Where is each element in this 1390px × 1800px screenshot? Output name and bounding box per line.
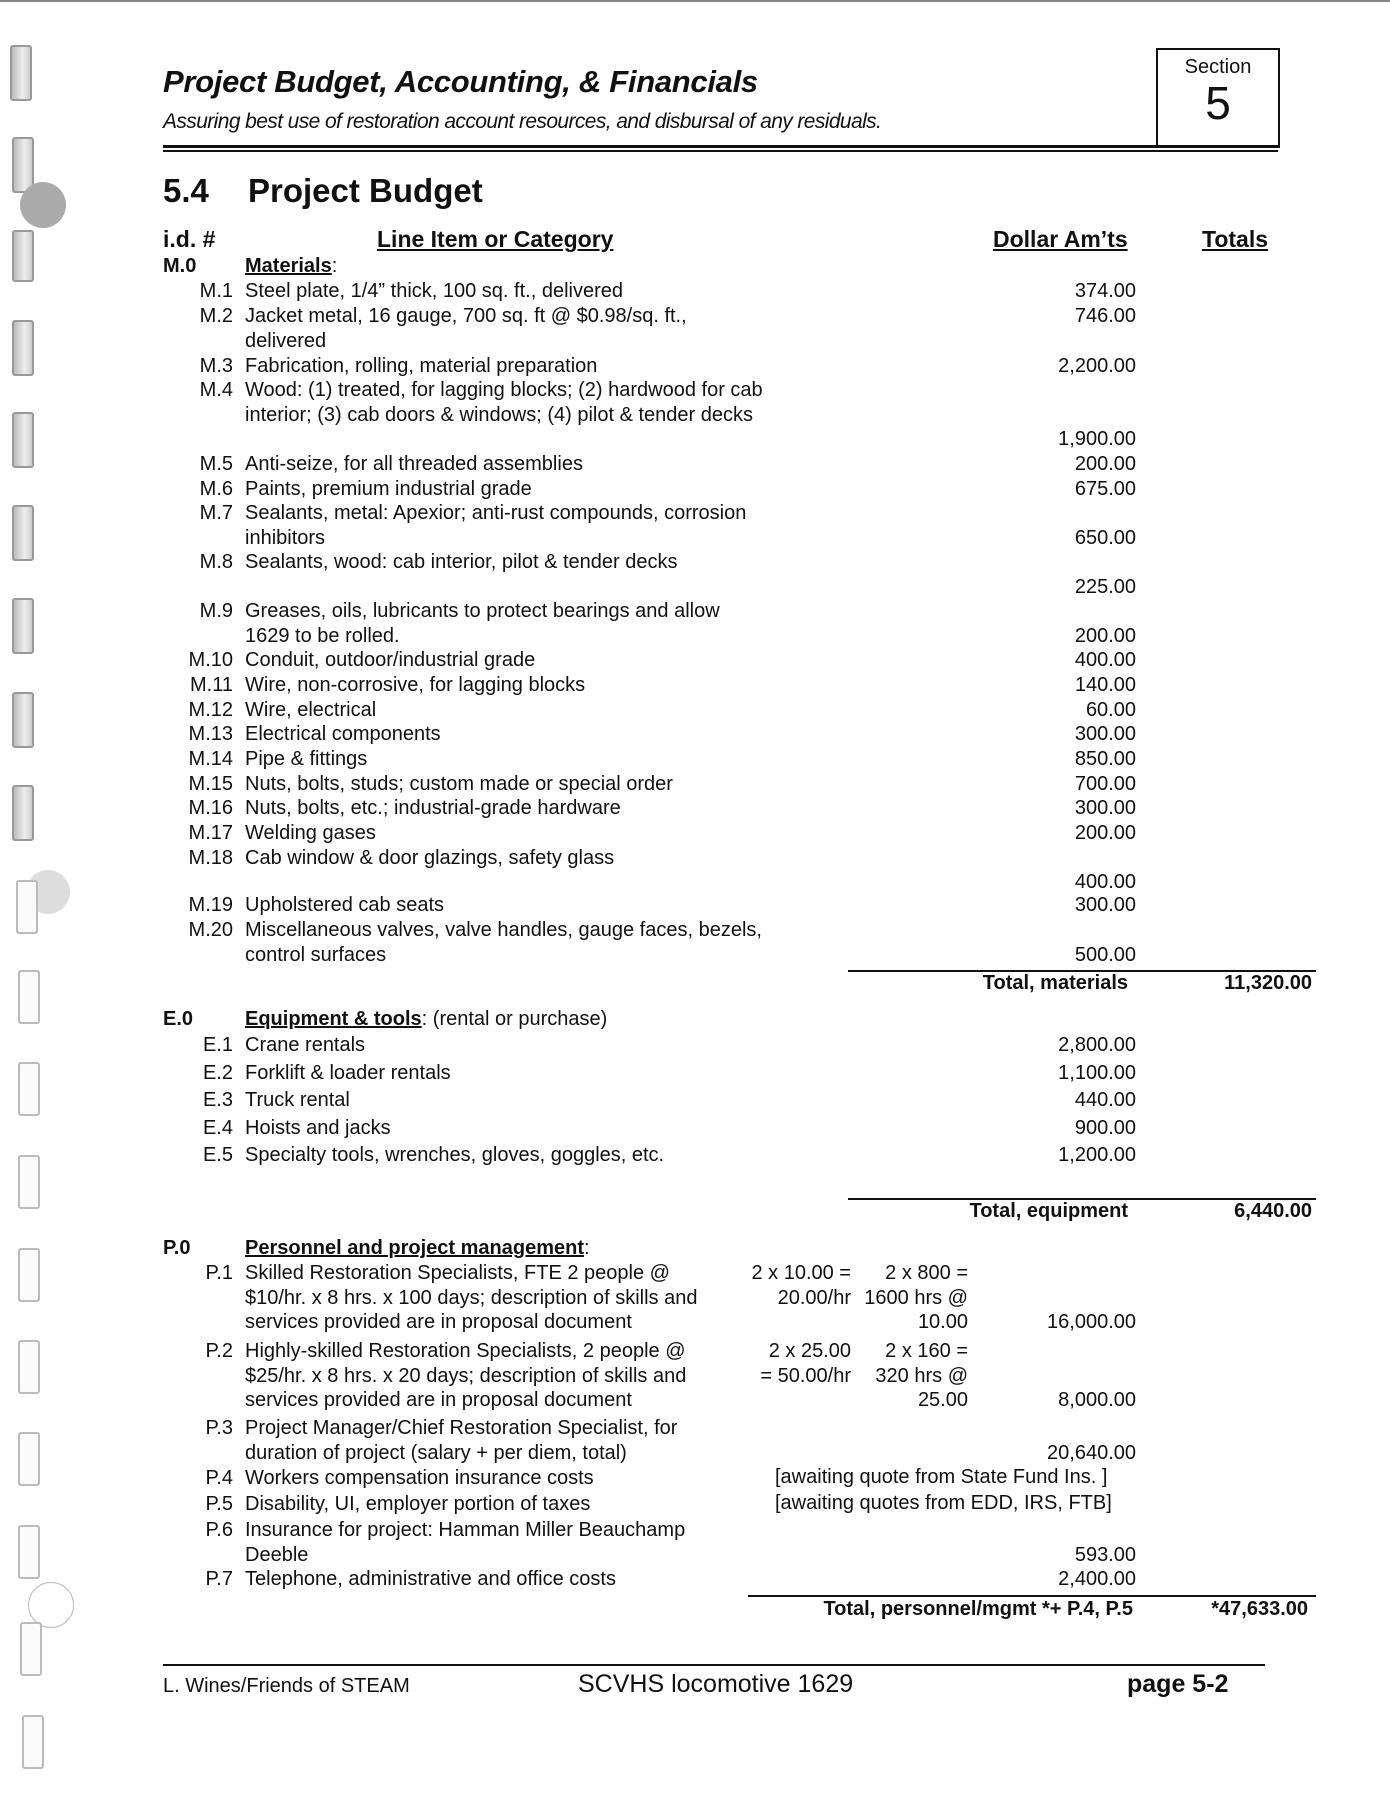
line-item-id: M.16 [188,797,233,819]
line-item-id: M.3 [199,355,233,377]
line-item-amount: 400.00 [1074,649,1136,671]
line-item-id: M.12 [188,699,233,721]
line-item-id: M.7 [199,502,233,524]
rate-calculation: 2 x 10.00 = 20.00/hr [751,1262,851,1309]
section-heading-title: Project Budget [248,172,483,209]
line-item-description: Telephone, administrative and office costs [245,1568,616,1590]
line-item-id: M.6 [199,478,233,500]
category-title-suffix: : (rental or purchase) [421,1008,608,1030]
binding-hole-icon [18,1155,40,1209]
line-item-description: Disability, UI, employer portion of taxes [245,1493,591,1515]
line-item-id: P.1 [205,1262,233,1284]
header-divider [163,145,1278,148]
personnel-total-value: *47,633.00 [1211,1598,1308,1620]
line-item-id: M.8 [199,551,233,573]
line-item-description: Upholstered cab seats [245,894,445,916]
line-item-id: M.14 [188,748,233,770]
line-item-id: M.9 [199,600,233,622]
binding-hole-icon [18,970,40,1024]
category-title [245,255,337,278]
binding-hole-icon [16,880,38,934]
category-id: P.0 [163,1237,191,1259]
line-item-amount: 140.00 [1074,674,1136,696]
line-item-description: Welding gases [245,822,376,844]
category-id: E.0 [163,1008,194,1030]
line-item-amount: 2,200.00 [1058,355,1136,377]
line-item-id: M.1 [199,280,233,302]
footer-author: L. Wines/Friends of STEAM [163,1675,410,1697]
line-item-description: Paints, premium industrial grade [245,478,532,500]
line-item-id: E.3 [202,1089,233,1111]
line-item-description: Anti-seize, for all threaded assemblies [245,453,583,475]
line-item-amount: 300.00 [1074,894,1136,916]
line-item-id: P.6 [205,1519,233,1541]
binding-hole-icon [12,785,34,841]
subtotal-rule [748,1595,1316,1597]
category-title [245,1237,590,1260]
line-item-description: Miscellaneous valves, valve handles, gauge faces, bezels, control surfaces [245,919,762,966]
line-item-description: Nuts, bolts, etc.; industrial-grade hardware [245,797,621,819]
line-item-description: Fabrication, rolling, material preparation [245,355,598,377]
line-item-amount: 200.00 [1074,625,1136,647]
line-item-id: E.5 [202,1144,233,1166]
line-item-amount: 400.00 [1074,871,1136,893]
line-item-amount: 60.00 [1085,699,1136,721]
category-title-text: Materials [245,255,332,277]
line-item-id: M.5 [199,453,233,475]
line-item-description: Hoists and jacks [245,1116,391,1139]
line-item-description: Wire, non-corrosive, for lagging blocks [245,674,586,696]
category-title-text: Equipment & tools [245,1008,422,1030]
line-item-amount: 700.00 [1074,773,1136,795]
line-item-amount: 1,900.00 [1058,428,1136,450]
category-title [245,1008,607,1031]
line-item-description: Conduit, outdoor/industrial grade [245,649,536,671]
line-item-description: Nuts, bolts, studs; custom made or special order [245,773,673,795]
binding-hole-icon [18,1062,40,1116]
hours-calculation: 2 x 800 = 1600 hrs @ 10.00 [864,1262,968,1333]
line-item-amount: 1,200.00 [1058,1144,1136,1166]
section-number: 5 [1205,77,1231,129]
column-header-totals: Totals [1202,226,1269,252]
materials-total-value: 11,320.00 [1224,972,1312,994]
line-item-amount: 16,000.00 [1047,1311,1136,1333]
column-header-id: i.d. # [163,226,216,252]
footer-page-number: page 5-2 [1127,1670,1229,1698]
document-subtitle: Assuring best use of restoration account resources, and disbursal of any residuals. [163,110,882,133]
line-item-id: M.2 [199,305,233,327]
line-item-description: Cab window & door glazings, safety glass [245,847,615,869]
line-item-id: M.15 [188,773,233,795]
line-item-id: P.3 [205,1417,233,1439]
line-item-description: Wood: (1) treated, for lagging blocks; (2) hardwood for cab interior; (3) cab doors & windows; (4) pilot & tender decks [245,379,763,426]
line-item-amount: 2,400.00 [1058,1568,1136,1590]
line-item-description: Workers compensation insurance costs [245,1467,594,1489]
section-badge [1156,48,1280,148]
binding-hole-icon [12,692,34,748]
line-item-id: M.4 [199,379,233,401]
line-item-description: Truck rental [245,1089,350,1111]
column-header-line-item: Line Item or Category [377,226,614,252]
line-item-id: M.11 [190,674,233,696]
line-item-amount: 20,640.00 [1047,1442,1136,1464]
rate-calculation: 2 x 25.00 = 50.00/hr [760,1340,851,1387]
section-label: Section [1184,56,1252,78]
line-item-id: M.18 [188,847,233,869]
line-item-id: M.17 [188,822,233,844]
binding-hole-round-icon [20,182,66,228]
line-item-id: P.2 [205,1340,233,1362]
page-top-edge [0,0,1390,2]
line-item-description: Specialty tools, wrenches, gloves, goggles, etc. [245,1144,665,1166]
binding-hole-icon [18,1340,40,1394]
line-item-description: Greases, oils, lubricants to protect bearings and allow 1629 to be rolled. [245,600,720,647]
category-title-suffix: : [583,1237,590,1259]
line-item-description: Sealants, metal: Apexior; anti-rust compounds, corrosion inhibitors [245,502,747,549]
line-item-id: P.7 [205,1568,233,1590]
line-item-amount: 1,100.00 [1058,1061,1136,1084]
line-item-id: M.13 [188,723,233,745]
line-item-amount: 900.00 [1074,1116,1136,1139]
line-item-description: Steel plate, 1/4” thick, 100 sq. ft., delivered [245,280,623,302]
line-item-description: Forklift & loader rentals [245,1061,451,1084]
binding-hole-icon [10,45,32,101]
section-heading-number: 5.4 [163,172,209,209]
line-item-description: Crane rentals [245,1034,366,1056]
line-item-id: E.1 [202,1034,233,1056]
line-item-amount: 2,800.00 [1058,1034,1136,1056]
binding-hole-icon [18,1432,40,1486]
binding-hole-icon [12,598,34,654]
binding-hole-icon [18,1525,40,1579]
binding-hole-icon [12,412,34,468]
category-id: M.0 [163,255,197,277]
line-item-amount: 374.00 [1074,280,1136,302]
line-item-amount: 200.00 [1074,453,1136,475]
line-item-id: M.10 [188,649,233,671]
line-item-id: E.2 [202,1061,233,1084]
line-item-description: Skilled Restoration Specialists, FTE 2 people @ $10/hr. x 8 hrs. x 100 days; description of skills and services provided are in proposal document [245,1262,698,1333]
line-item-id: P.4 [205,1467,233,1489]
header-divider-secondary [163,150,1278,152]
line-item-amount: 225.00 [1074,576,1136,598]
binding-hole-icon [12,320,34,376]
footer-project: SCVHS locomotive 1629 [578,1670,854,1698]
line-item-description: Jacket metal, 16 gauge, 700 sq. ft @ $0.98/sq. ft., delivered [245,305,687,352]
materials-total-label: Total, materials [982,972,1128,994]
line-item-description: Electrical components [245,723,441,745]
line-item-amount: 675.00 [1074,478,1136,500]
column-header-dollar-amounts: Dollar Am’ts [993,226,1128,252]
line-item-amount: 850.00 [1074,748,1136,770]
line-item-id: E.4 [202,1116,233,1139]
category-title-text: Personnel and project management [245,1237,584,1259]
binding-holes [0,0,90,1800]
binding-hole-icon [18,1248,40,1302]
line-item-description: Project Manager/Chief Restoration Specialist, for duration of project (salary + per diem, total) [245,1417,678,1464]
line-item-description: Highly-skilled Restoration Specialists, 2 people @ $25/hr. x 8 hrs. x 20 days; description of skills and services provided are in proposal document [245,1340,687,1411]
binding-hole-icon [12,230,34,282]
footer-divider [163,1664,1265,1666]
line-item-amount: 650.00 [1074,527,1136,549]
line-item-amount: 8,000.00 [1058,1389,1136,1411]
hours-calculation: 2 x 160 = 320 hrs @ 25.00 [875,1340,968,1411]
line-item-amount: 440.00 [1074,1089,1136,1111]
line-item-description: Pipe & fittings [245,748,368,770]
line-item-description: Sealants, wood: cab interior, pilot & tender decks [245,551,678,573]
pending-quote-note: [awaiting quote from State Fund Ins. ] [775,1466,1108,1488]
document-title: Project Budget, Accounting, & Financials [163,64,758,99]
line-item-amount: 200.00 [1074,822,1136,844]
binding-hole-icon [22,1715,44,1769]
line-item-amount: 300.00 [1074,797,1136,819]
binding-hole-icon [20,1622,42,1676]
category-title-suffix: : [331,255,338,277]
pending-quote-note: [awaiting quotes from EDD, IRS, FTB] [775,1492,1112,1514]
line-item-id: P.5 [205,1493,233,1515]
line-item-amount: 500.00 [1074,944,1136,966]
line-item-amount: 746.00 [1074,305,1136,327]
line-item-id: M.20 [188,919,233,941]
section-heading [163,172,483,210]
line-item-amount: 593.00 [1074,1544,1136,1566]
line-item-description: Insurance for project: Hamman Miller Beauchamp Deeble [245,1519,686,1566]
line-item-amount: 300.00 [1074,723,1136,745]
binding-hole-icon [12,505,34,561]
line-item-id: M.19 [188,894,233,916]
equipment-total-label: Total, equipment [969,1200,1128,1222]
equipment-total-value: 6,440.00 [1234,1200,1312,1222]
personnel-total-label: Total, personnel/mgmt *+ P.4, P.5 [823,1598,1133,1620]
line-item-description: Wire, electrical [245,699,377,721]
